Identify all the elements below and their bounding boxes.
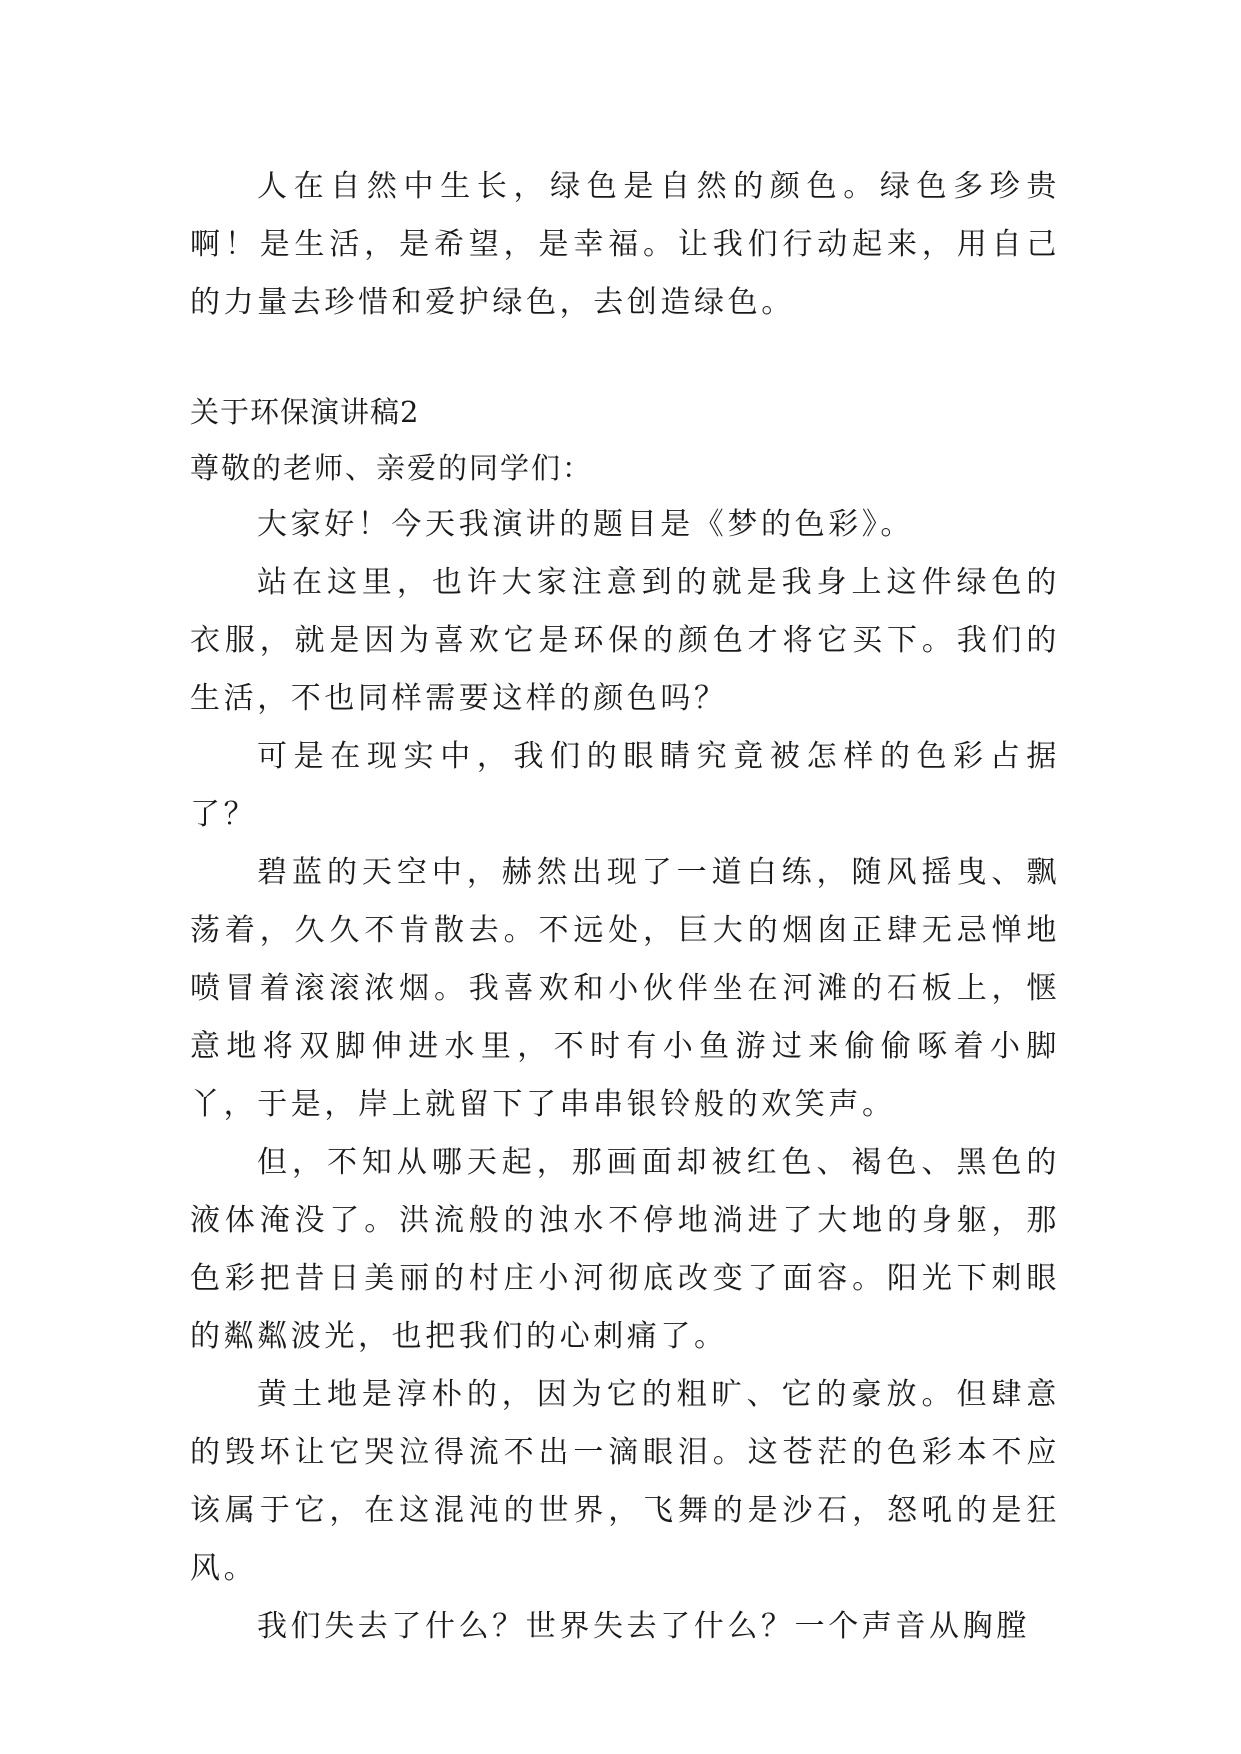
salutation: 尊敬的老师、亲爱的同学们： — [190, 451, 594, 485]
body-paragraph-4: 碧蓝的天空中，赫然出现了一道白练，随风摇曳、飘荡着，久久不肯散去。不远处，巨大的烟囱正肆无忌惮地喷冒着滚滚浓烟。我喜欢和小伙伴坐在河滩的石板上，惬意地将双脚伸进水里，不时有小鱼游过来偷偷啄着小脚丫，于是，岸上就留下了串串银铃般的欢笑声。 — [190, 855, 1060, 1122]
intro-paragraph: 人在自然中生长，绿色是自然的颜色。绿色多珍贵啊！是生活，是希望，是幸福。让我们行动起来，用自己的力量去珍惜和爱护绿色，去创造绿色。 — [190, 169, 1060, 320]
body-paragraph-2: 站在这里，也许大家注意到的就是我身上这件绿色的衣服，就是因为喜欢它是环保的颜色才将它买下。我们的生活，不也同样需要这样的颜色吗？ — [190, 565, 1060, 716]
body-paragraph-1: 大家好！今天我演讲的题目是《梦的色彩》。 — [257, 507, 914, 542]
section-heading: 关于环保演讲稿2 — [190, 395, 420, 429]
body-paragraph-6: 黄土地是淳朴的，因为它的粗旷、它的豪放。但肆意的毁坏让它哭泣得流不出一滴眼泪。这苍茫的色彩本不应该属于它，在这混沌的世界，飞舞的是沙石，怒吼的是狂风。 — [190, 1377, 1060, 1586]
document-body — [190, 158, 1060, 1656]
body-paragraph-3: 可是在现实中，我们的眼睛究竟被怎样的色彩占据了？ — [190, 739, 1060, 832]
body-paragraph-5: 但，不知从哪天起，那画面却被红色、褐色、黑色的液体淹没了。洪流般的浊水不停地淌进了大地的身躯，那色彩把昔日美丽的村庄小河彻底改变了面容。阳光下刺眼的粼粼波光，也把我们的心刺痛了。 — [190, 1145, 1060, 1354]
body-paragraph-7: 我们失去了什么？世界失去了什么？一个声音从胸膛 — [257, 1609, 1030, 1644]
